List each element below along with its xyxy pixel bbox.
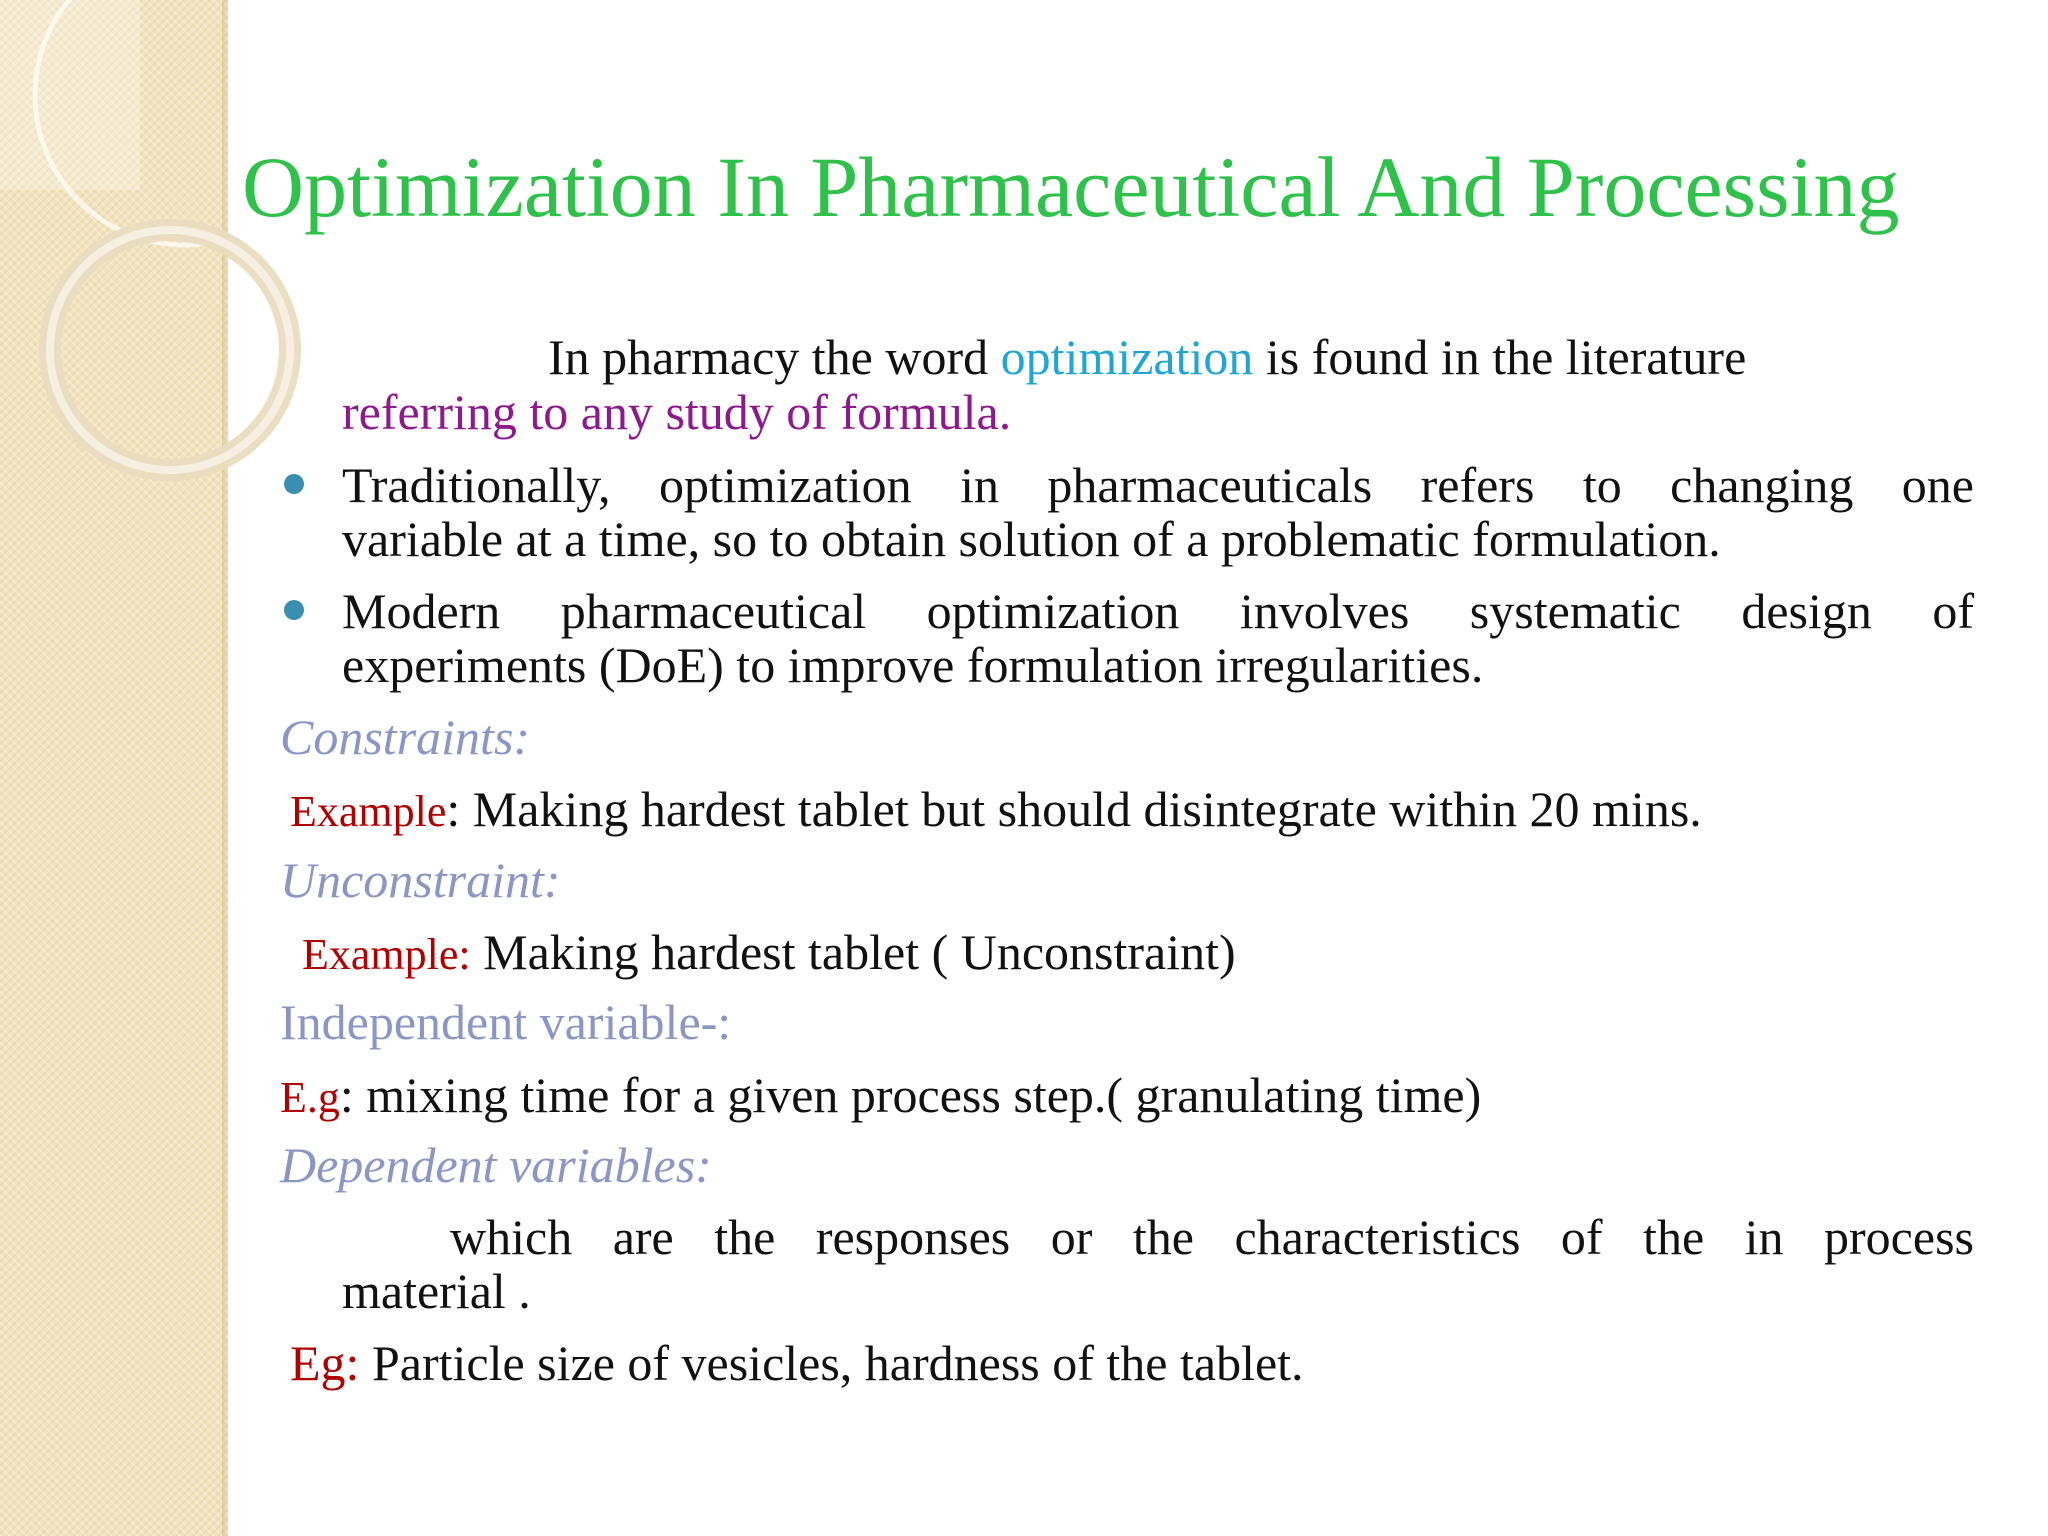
constraints-example-label: Example bbox=[290, 787, 447, 836]
unconstraint-example bbox=[302, 925, 1236, 982]
intro-line-2: referring to any study of formula. bbox=[342, 384, 1012, 440]
independent-example-label: E.g bbox=[280, 1073, 340, 1122]
independent-example-text: : mixing time for a given process step.( granulating time) bbox=[339, 1067, 1482, 1123]
bullet-dot-2 bbox=[284, 600, 304, 620]
dependent-description-line-2: material . bbox=[342, 1263, 531, 1319]
intro-highlight-optimization: optimization bbox=[1000, 329, 1254, 385]
bullet-dot-1 bbox=[284, 474, 304, 494]
slide-title: Optimization In Pharmaceutical And Processing bbox=[242, 139, 1900, 235]
constraints-example bbox=[290, 782, 1702, 839]
bullet-1-line-1: Traditionally, optimization in pharmaceuticals refers to changing one bbox=[342, 457, 1974, 513]
constraints-heading: Constraints: bbox=[280, 709, 531, 765]
unconstraint-example-label: Example: bbox=[302, 930, 471, 979]
dependent-variables-heading: Dependent variables: bbox=[280, 1137, 712, 1193]
independent-variable-example bbox=[280, 1068, 1481, 1125]
dependent-variables-example bbox=[290, 1336, 1304, 1390]
intro-text-part1: In pharmacy the word bbox=[548, 329, 1001, 385]
bullet-1-line-2: variable at a time, so to obtain solution of a problematic formulation. bbox=[342, 511, 1721, 567]
unconstraint-heading: Unconstraint: bbox=[280, 852, 561, 908]
dependent-example-label: Eg: bbox=[290, 1335, 360, 1391]
dependent-example-text: Particle size of vesicles, hardness of the tablet. bbox=[359, 1335, 1304, 1391]
intro-text-part2: is found in the literature bbox=[1253, 329, 1747, 385]
intro-line-1 bbox=[548, 330, 1746, 384]
independent-variable-heading: Independent variable-: bbox=[280, 994, 732, 1050]
unconstraint-example-text: Making hardest tablet ( Unconstraint) bbox=[470, 924, 1236, 980]
bullet-2-line-2: experiments (DoE) to improve formulation irregularities. bbox=[342, 637, 1484, 693]
bullet-2-line-1: Modern pharmaceutical optimization involves systematic design of bbox=[342, 583, 1974, 639]
constraints-example-text: : Making hardest tablet but should disintegrate within 20 mins. bbox=[446, 781, 1702, 837]
dependent-description-line-1: which are the responses or the characteristics of the in process bbox=[450, 1209, 1974, 1265]
